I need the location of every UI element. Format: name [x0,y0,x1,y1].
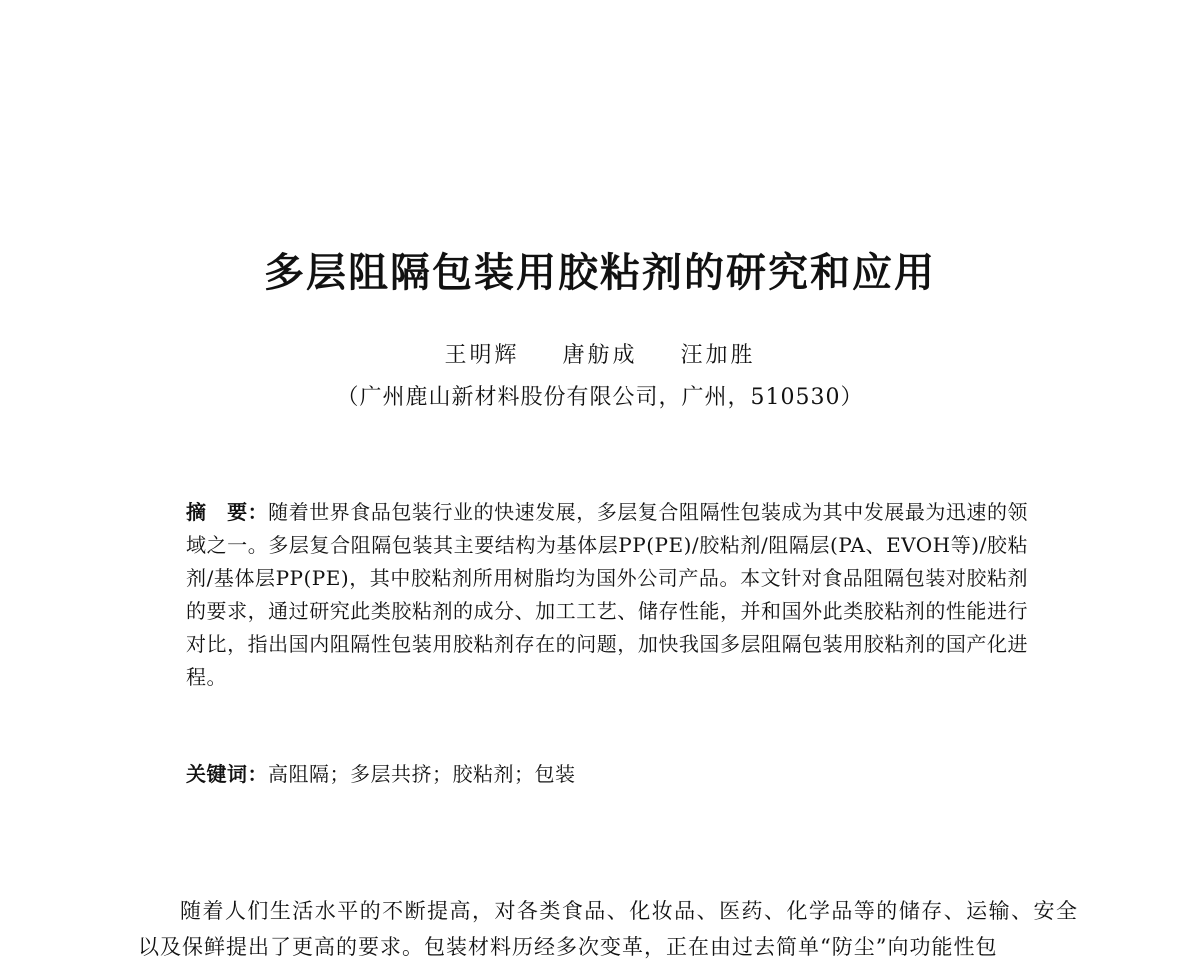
author-name: 王明辉 [444,343,520,368]
keywords-label: 关键词： [186,762,268,786]
paper-title: 多层阻隔包装用胶粘剂的研究和应用 [264,249,936,296]
abstract-block [186,496,1028,694]
abstract-text: 随着世界食品包装行业的快速发展，多层复合阻隔性包装成为其中发展最为迅速的领域之一。多层复合阻隔包装其主要结构为基体层PP(PE)/胶粘剂/阻隔层(PA、EVOH等)/胶粘剂/基体层PP(PE)，其中胶粘剂所用树脂均为国外公司产品。本文针对食品阻隔包装对胶粘剂的要求，通过研究此类胶粘剂的成分、加工工艺、储存性能，并和国外此类胶粘剂的性能进行对比，指出国内阻隔性包装用胶粘剂存在的问题，加快我国多层阻隔包装用胶粘剂的国产化进程。 [186,500,1029,689]
abstract-label: 摘 要： [186,500,269,524]
author-name: 唐舫成 [562,343,638,368]
body-paragraph: 随着人们生活水平的不断提高，对各类食品、化妆品、医药、化学品等的储存、运输、安全以及保鲜提出了更高的要求。包装材料历经多次变革，正在由过去简单“防尘”向功能性包 [138,899,1078,959]
author-name: 汪加胜 [680,343,756,368]
keywords-text: 高阻隔；多层共挤；胶粘剂；包装 [268,762,576,786]
author-affiliation: （广州鹿山新材料股份有限公司，广州，510530） [336,385,864,410]
author-list [0,340,1200,372]
keywords-block [186,758,1028,791]
